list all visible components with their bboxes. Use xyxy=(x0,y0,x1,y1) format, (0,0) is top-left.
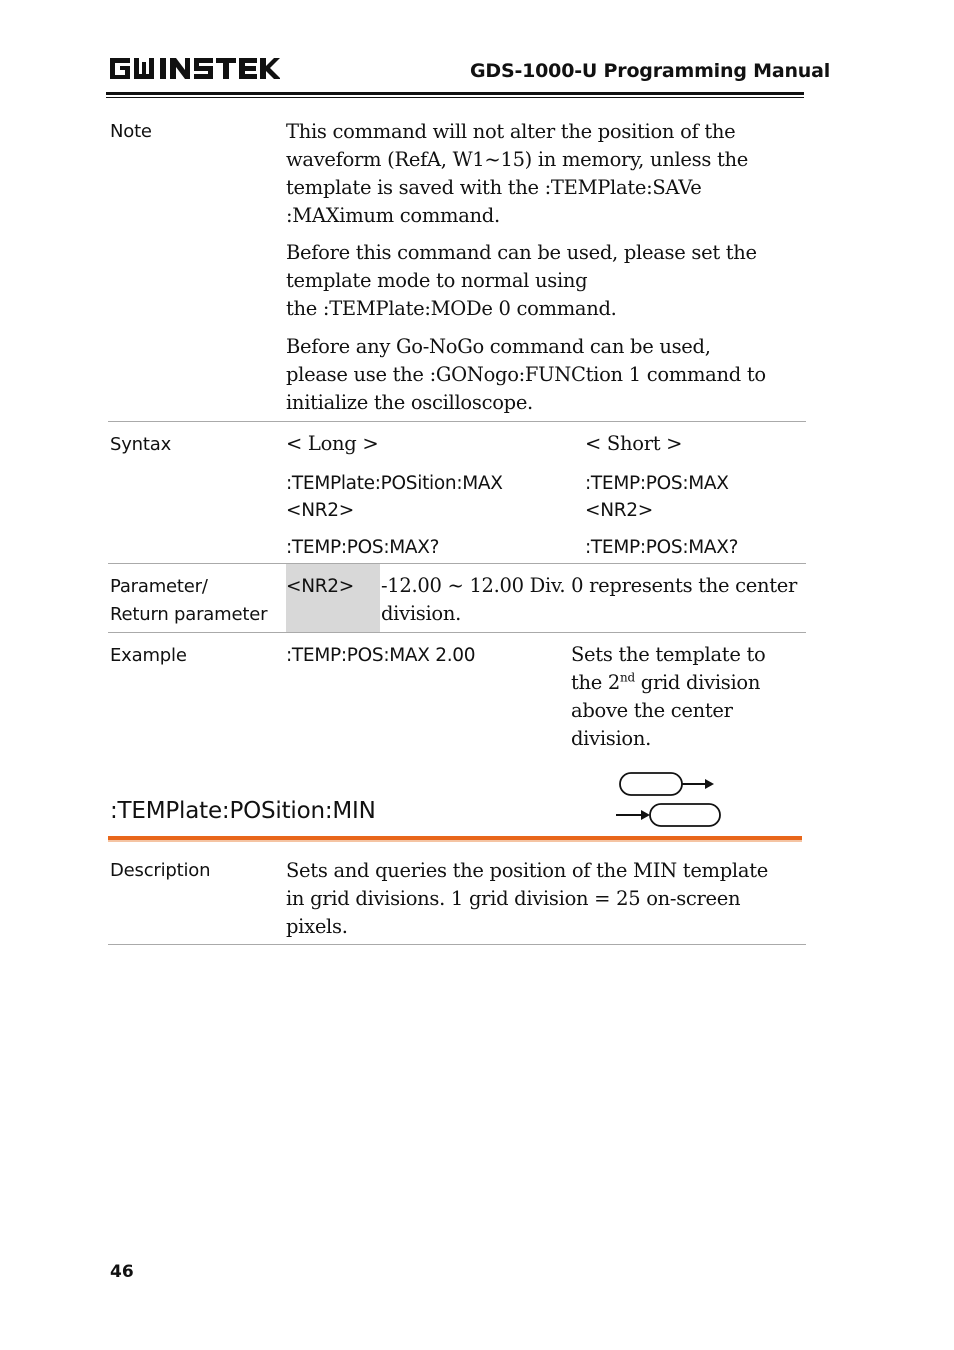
syntax-short-command: :TEMP:POS:MAX <NR2> xyxy=(585,473,729,521)
syntax-short-header: < Short > xyxy=(585,432,683,455)
syntax-long-header: < Long > xyxy=(286,432,379,455)
example-command: :TEMP:POS:MAX 2.00 xyxy=(286,645,476,666)
example-description: Sets the template to the 2nd grid division above the center division. xyxy=(571,643,766,750)
parameter-name: <NR2> xyxy=(286,576,354,597)
query-command-icon xyxy=(614,802,724,832)
row-divider xyxy=(108,421,806,422)
note-paragraph-2: Before this command can be used, please set the template mode to normal using the :TEMPlate:MODe 0 command. xyxy=(286,241,757,320)
syntax-long-query: :TEMP:POS:MAX? xyxy=(286,537,440,558)
description-text: Sets and queries the position of the MIN template in grid divisions. 1 grid division = 25 on-screen pixels. xyxy=(286,859,768,938)
row-divider xyxy=(108,944,806,945)
page-number: 46 xyxy=(110,1262,134,1282)
example-label: Example xyxy=(110,645,187,666)
syntax-long-command: :TEMPlate:POSition:MAX <NR2> xyxy=(286,473,503,521)
note-label: Note xyxy=(110,121,152,142)
set-command-icon xyxy=(614,770,724,800)
description-label: Description xyxy=(110,860,211,881)
manual-title: GDS-1000-U Programming Manual xyxy=(470,60,831,82)
note-paragraph-3: Before any Go-NoGo command can be used, please use the :GONogo:FUNCtion 1 command to initialize the oscilloscope. xyxy=(286,335,766,414)
syntax-short-query: :TEMP:POS:MAX? xyxy=(585,537,739,558)
parameter-description: -12.00 ~ 12.00 Div. 0 represents the center division. xyxy=(381,574,798,625)
parameter-label: Parameter/ Return parameter xyxy=(110,576,268,625)
gw-instek-logo xyxy=(108,54,280,84)
header-rule xyxy=(106,92,804,95)
section-title: :TEMPlate:POSition:MIN xyxy=(110,798,376,824)
syntax-label: Syntax xyxy=(110,434,172,455)
header-rule-thin xyxy=(106,97,804,98)
section-rule-shadow xyxy=(108,840,802,842)
row-divider xyxy=(108,563,806,564)
note-paragraph-1: This command will not alter the position of the waveform (RefA, W1~15) in memory, unless the template is saved with the :TEMPlate:SAVe :MAXimum command. xyxy=(286,120,749,227)
row-divider xyxy=(108,632,806,633)
